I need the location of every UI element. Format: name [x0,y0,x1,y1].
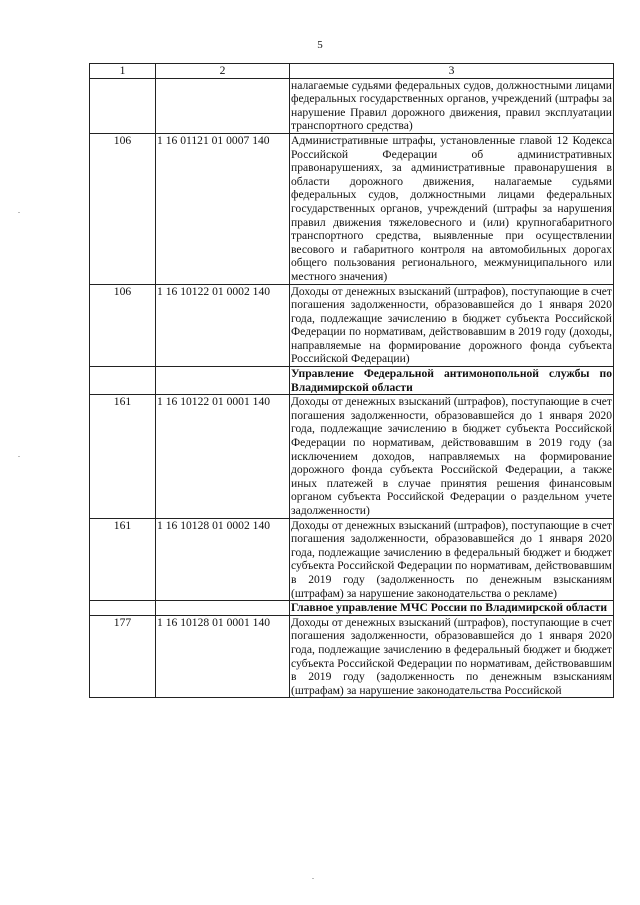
budget-classification-code-cell [156,78,290,133]
table-row [90,78,614,133]
table-row [90,518,614,601]
column-header-3: 3 [290,64,614,79]
table-row [90,133,614,284]
budget-classification-code-cell: 1 16 10128 01 0001 140 [156,615,290,698]
scan-speck [18,456,20,457]
admin-code-cell: 161 [90,518,156,601]
admin-code-cell: 106 [90,133,156,284]
income-description-cell: Административные штрафы, установленные главой 12 Кодекса Российской Федерации об административных правонарушениях, за административные правонарушения в области дорожного движения, налагаемые судьями федеральных судов, должностными лицами федеральных государственных органов, учреждений (штрафы за нарушения правил движения тяжеловесного и (или) крупногабаритного транспортного средства, выявленные при осуществлении весового и габаритного контроля на автомобильных дорогах общего пользования регионального, межмуниципального или местного значения) [291,133,612,283]
admin-code-cell: 161 [90,395,156,518]
section-header-row [90,367,614,395]
table-header-row [90,64,614,79]
admin-code-cell: 106 [90,284,156,367]
table-row [90,395,614,518]
income-description-cell: Доходы от денежных взысканий (штрафов), поступающие в счет погашения задолженности, образовавшейся до 1 января 2020 года, подлежащие зачислению в бюджет субъекта Российской Федерации по нормативам, действовавшим в 2019 году (доходы, направляемые на формирование дорожного фонда субъекта Российской Федерации) [291,284,612,366]
table-row [90,615,614,698]
income-description-cell: Доходы от денежных взысканий (штрафов), поступающие в счет погашения задолженности, образовавшейся до 1 января 2020 года, подлежащие зачислению в бюджет субъекта Российской Федерации по нормативам, действовавшим в 2019 году (за исключением доходов, направляемых на формирование дорожного фонда субъекта Российской Федерации, а также иных платежей в случае принятия решения финансовым органом субъекта Российской Федерации о раздельном учете задолженности) [291,395,612,517]
budget-classification-code-cell: 1 16 01121 01 0007 140 [156,133,290,284]
admin-code-cell: 177 [90,615,156,698]
income-description-cell: Доходы от денежных взысканий (штрафов), поступающие в счет погашения задолженности, образовавшейся до 1 января 2020 года, подлежащие зачислению в федеральный бюджет и бюджет субъекта Российской Федерации по нормативам, действовавшим в 2019 году (задолженность по денежным взысканиям (штрафам) за нарушение законодательства о рекламе) [291,518,612,600]
section-title-cell: Главное управление МЧС России по Владимирской области [290,601,614,616]
budget-codes-table [89,63,614,698]
section-title-cell: Управление Федеральной антимонопольной службы по Владимирской области [291,367,612,394]
column-header-1: 1 [90,64,156,79]
budget-classification-code-cell [156,367,290,395]
admin-code-cell [90,601,156,616]
column-header-2: 2 [156,64,290,79]
income-description-cell: Доходы от денежных взысканий (штрафов), поступающие в счет погашения задолженности, образовавшейся до 1 января 2020 года, подлежащие зачислению в федеральный бюджет и бюджет субъекта Российской Федерации по нормативам, действовавшим в 2019 году (задолженность по денежным взысканиям (штрафам) за нарушение законодательства Российской [291,615,612,697]
income-description-cell: налагаемые судьями федеральных судов, должностными лицами федеральных государственных органов, учреждений (штрафы за нарушение Правил дорожного движения, правил эксплуатации транспортного средства) [291,78,612,133]
admin-code-cell [90,78,156,133]
budget-classification-code-cell: 1 16 10122 01 0001 140 [156,395,290,518]
table-row [90,284,614,367]
budget-classification-code-cell: 1 16 10128 01 0002 140 [156,518,290,601]
admin-code-cell [90,367,156,395]
budget-classification-code-cell: 1 16 10122 01 0002 140 [156,284,290,367]
page-number: 5 [317,39,323,51]
budget-classification-code-cell [156,601,290,616]
section-header-row [90,601,614,616]
scan-speck [312,878,314,879]
scan-speck [18,212,20,213]
